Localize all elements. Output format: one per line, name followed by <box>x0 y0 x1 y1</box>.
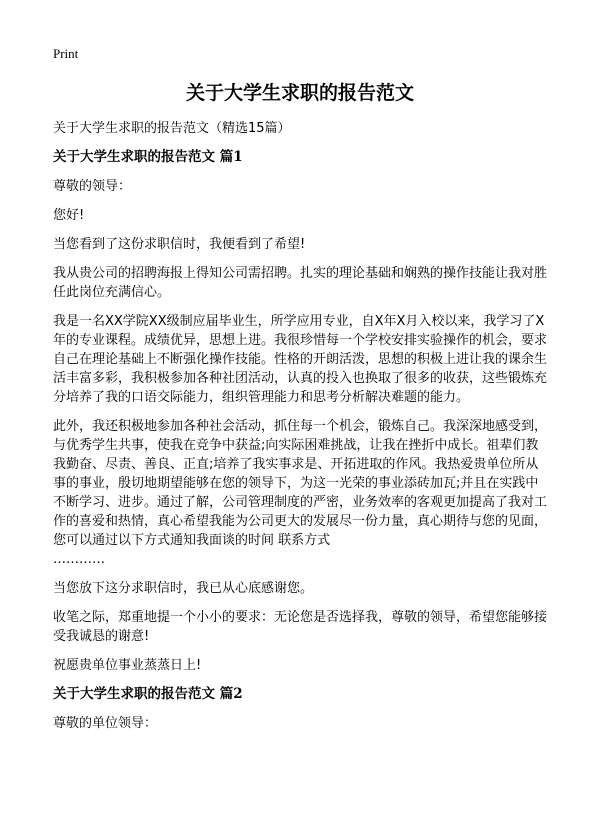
document-body <box>53 119 549 743</box>
document-subtitle: 关于大学生求职的报告范文（精选15篇） <box>53 121 291 136</box>
paragraph-3: 我是一名XX学院XX级制应届毕业生，所学应用专业，自X年X月入校以来，我学习了X年的专业课程。成绩优异，思想上进。我很珍惜每一个学校安排实验操作的机会，要求自己在理论基础上不断强化操作技能。性格的开朗活泼，思想的积极上进让我的课余生活丰富多彩，我积极参加各种社团活动，认真的投入也换取了很多的收获，这些锻炼充分培养了我的口语交际能力，组织管理能力和思考分析解决难题的能力。 <box>53 314 548 405</box>
paragraph-1: 当您看到了这份求职信时，我便看到了希望! <box>53 237 306 252</box>
paragraph-6: 收笔之际，郑重地提一个小小的要求：无论您是否选择我，尊敬的领导，希望您能够接受我诚恳的谢意! <box>53 610 548 644</box>
section-heading-1: 关于大学生求职的报告范文 篇1 <box>53 149 243 165</box>
document-title: 关于大学生求职的报告范文 <box>185 82 414 104</box>
greeting: 您好! <box>53 208 85 223</box>
salutation: 尊敬的领导： <box>53 179 132 194</box>
paragraph-7: 祝愿贵单位事业蒸蒸日上! <box>53 658 202 673</box>
ellipsis: ………… <box>53 552 105 567</box>
paragraph-5: 当您放下这分求职信时，我已从心底感谢您。 <box>53 581 314 596</box>
section-heading-2: 关于大学生求职的报告范文 篇2 <box>53 686 243 702</box>
print-label: Print <box>53 46 79 61</box>
paragraph-2: 我从贵公司的招聘海报上得知公司需招聘。扎实的理论基础和娴熟的操作技能让我对胜任此岗位充满信心。 <box>53 266 548 300</box>
salutation-2: 尊敬的单位领导： <box>53 716 158 731</box>
paragraph-4: 此外，我还积极地参加各种社会活动，抓住每一个机会，锻炼自己。我深深地感受到，与优秀学生共事，使我在竞争中获益;向实际困难挑战，让我在挫折中成长。祖辈们教我勤奋、尽责、善良、正直;培养了我实事求是、开拓进取的作风。我热爱贵单位所从事的事业，殷切地期望能够在您的领导下，为这一光荣的事业添砖加瓦;并且在实践中不断学习、进步。通过了解，公司管理制度的严密，业务效率的客观更加提高了我对工作的喜爱和热情，真心希望我能为公司更大的发展尽一份力量，真心期待与您的见面，您可以通过以下方式通知我面谈的时间 联系方式 <box>53 419 548 548</box>
